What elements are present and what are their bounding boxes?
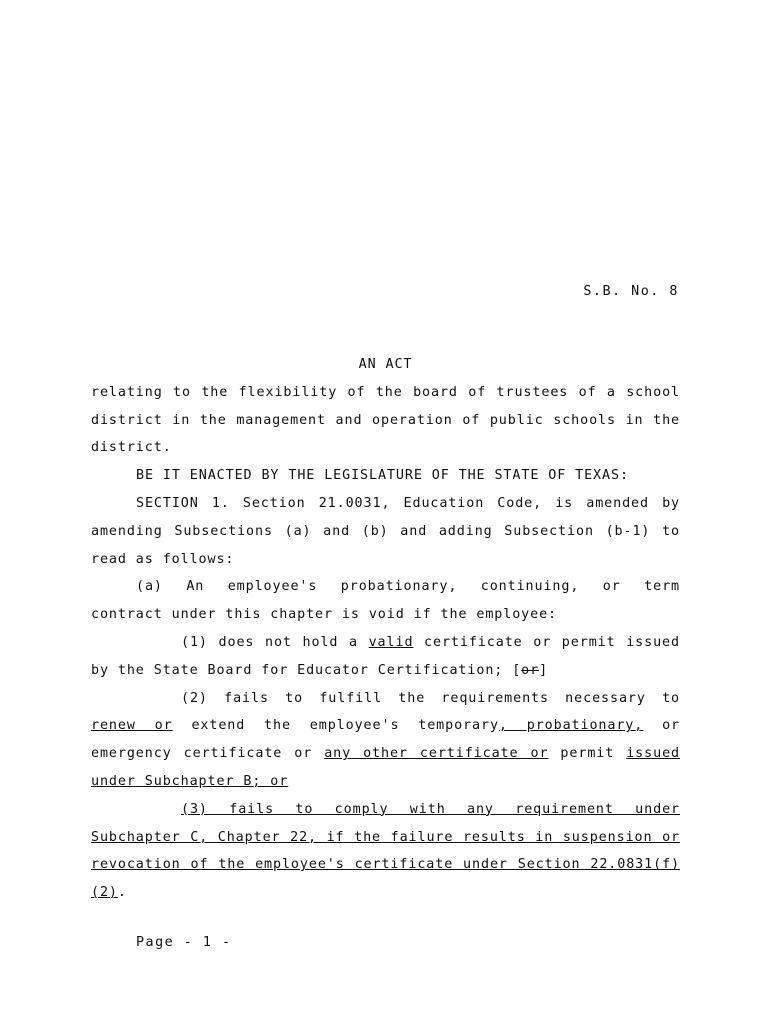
caption-line-3: district.	[91, 440, 172, 456]
act-title: AN ACT	[358, 357, 413, 372]
item2-line-3	[91, 740, 680, 768]
subsection-a-line-2: contract under this chapter is void if the employee:	[91, 607, 558, 623]
item2-text: or	[643, 718, 681, 734]
item1-text: (1) does not hold a	[181, 634, 369, 650]
page-footer: Page - 1 -	[136, 935, 232, 950]
item3-line-4	[91, 879, 680, 907]
item1-text: by the State Board for Educator Certification; [	[91, 662, 522, 678]
section1-line-1: SECTION 1. Section 21.0031, Education Code, is amended by	[136, 495, 680, 511]
item3-line-3: revocation of the employee's certificate under Section 22.0831(f)	[91, 857, 680, 873]
item2-line-2	[91, 712, 680, 740]
bill-number: S.B. No. 8	[583, 284, 679, 299]
added-text: valid	[368, 634, 414, 650]
item1-text: certificate or permit issued	[413, 634, 680, 650]
added-text: any other certificate or	[324, 746, 549, 762]
item3-line-2: Subchapter C, Chapter 22, if the failure results in suspension or	[91, 829, 680, 845]
item1-line-2	[91, 657, 680, 685]
caption-line-2: district in the management and operation of public schools in the	[91, 412, 680, 428]
enacting-clause: BE IT ENACTED BY THE LEGISLATURE OF THE STATE OF TEXAS:	[136, 468, 629, 484]
item3-line-1: (3) fails to comply with any requirement under	[181, 801, 680, 817]
item1-line-1	[91, 629, 680, 657]
item1-text: ]	[539, 662, 549, 678]
added-text: renew or	[91, 718, 173, 734]
item2-line-4	[91, 768, 680, 796]
added-text: , probationary,	[498, 718, 644, 734]
item2-text: extend the employee's temporary	[172, 718, 499, 734]
subsection-a-line-1: (a) An employee's probationary, continuing, or term	[136, 579, 680, 595]
added-text: (2)	[91, 885, 118, 901]
bill-body	[91, 351, 680, 907]
section1-line-3: read as follows:	[91, 551, 235, 567]
item2-line-1: (2) fails to fulfill the requirements necessary to	[181, 690, 680, 706]
added-text: under Subchapter B; or	[91, 773, 289, 789]
struck-text: or	[521, 662, 540, 678]
added-text: issued	[626, 746, 680, 762]
item2-text: permit	[548, 746, 627, 762]
section1-line-2: amending Subsections (a) and (b) and adding Subsection (b-1) to	[91, 523, 680, 539]
item2-text: emergency certificate or	[91, 746, 325, 762]
caption-line-1: relating to the flexibility of the board of trustees of a school	[91, 384, 680, 400]
item3-text: .	[117, 885, 127, 901]
